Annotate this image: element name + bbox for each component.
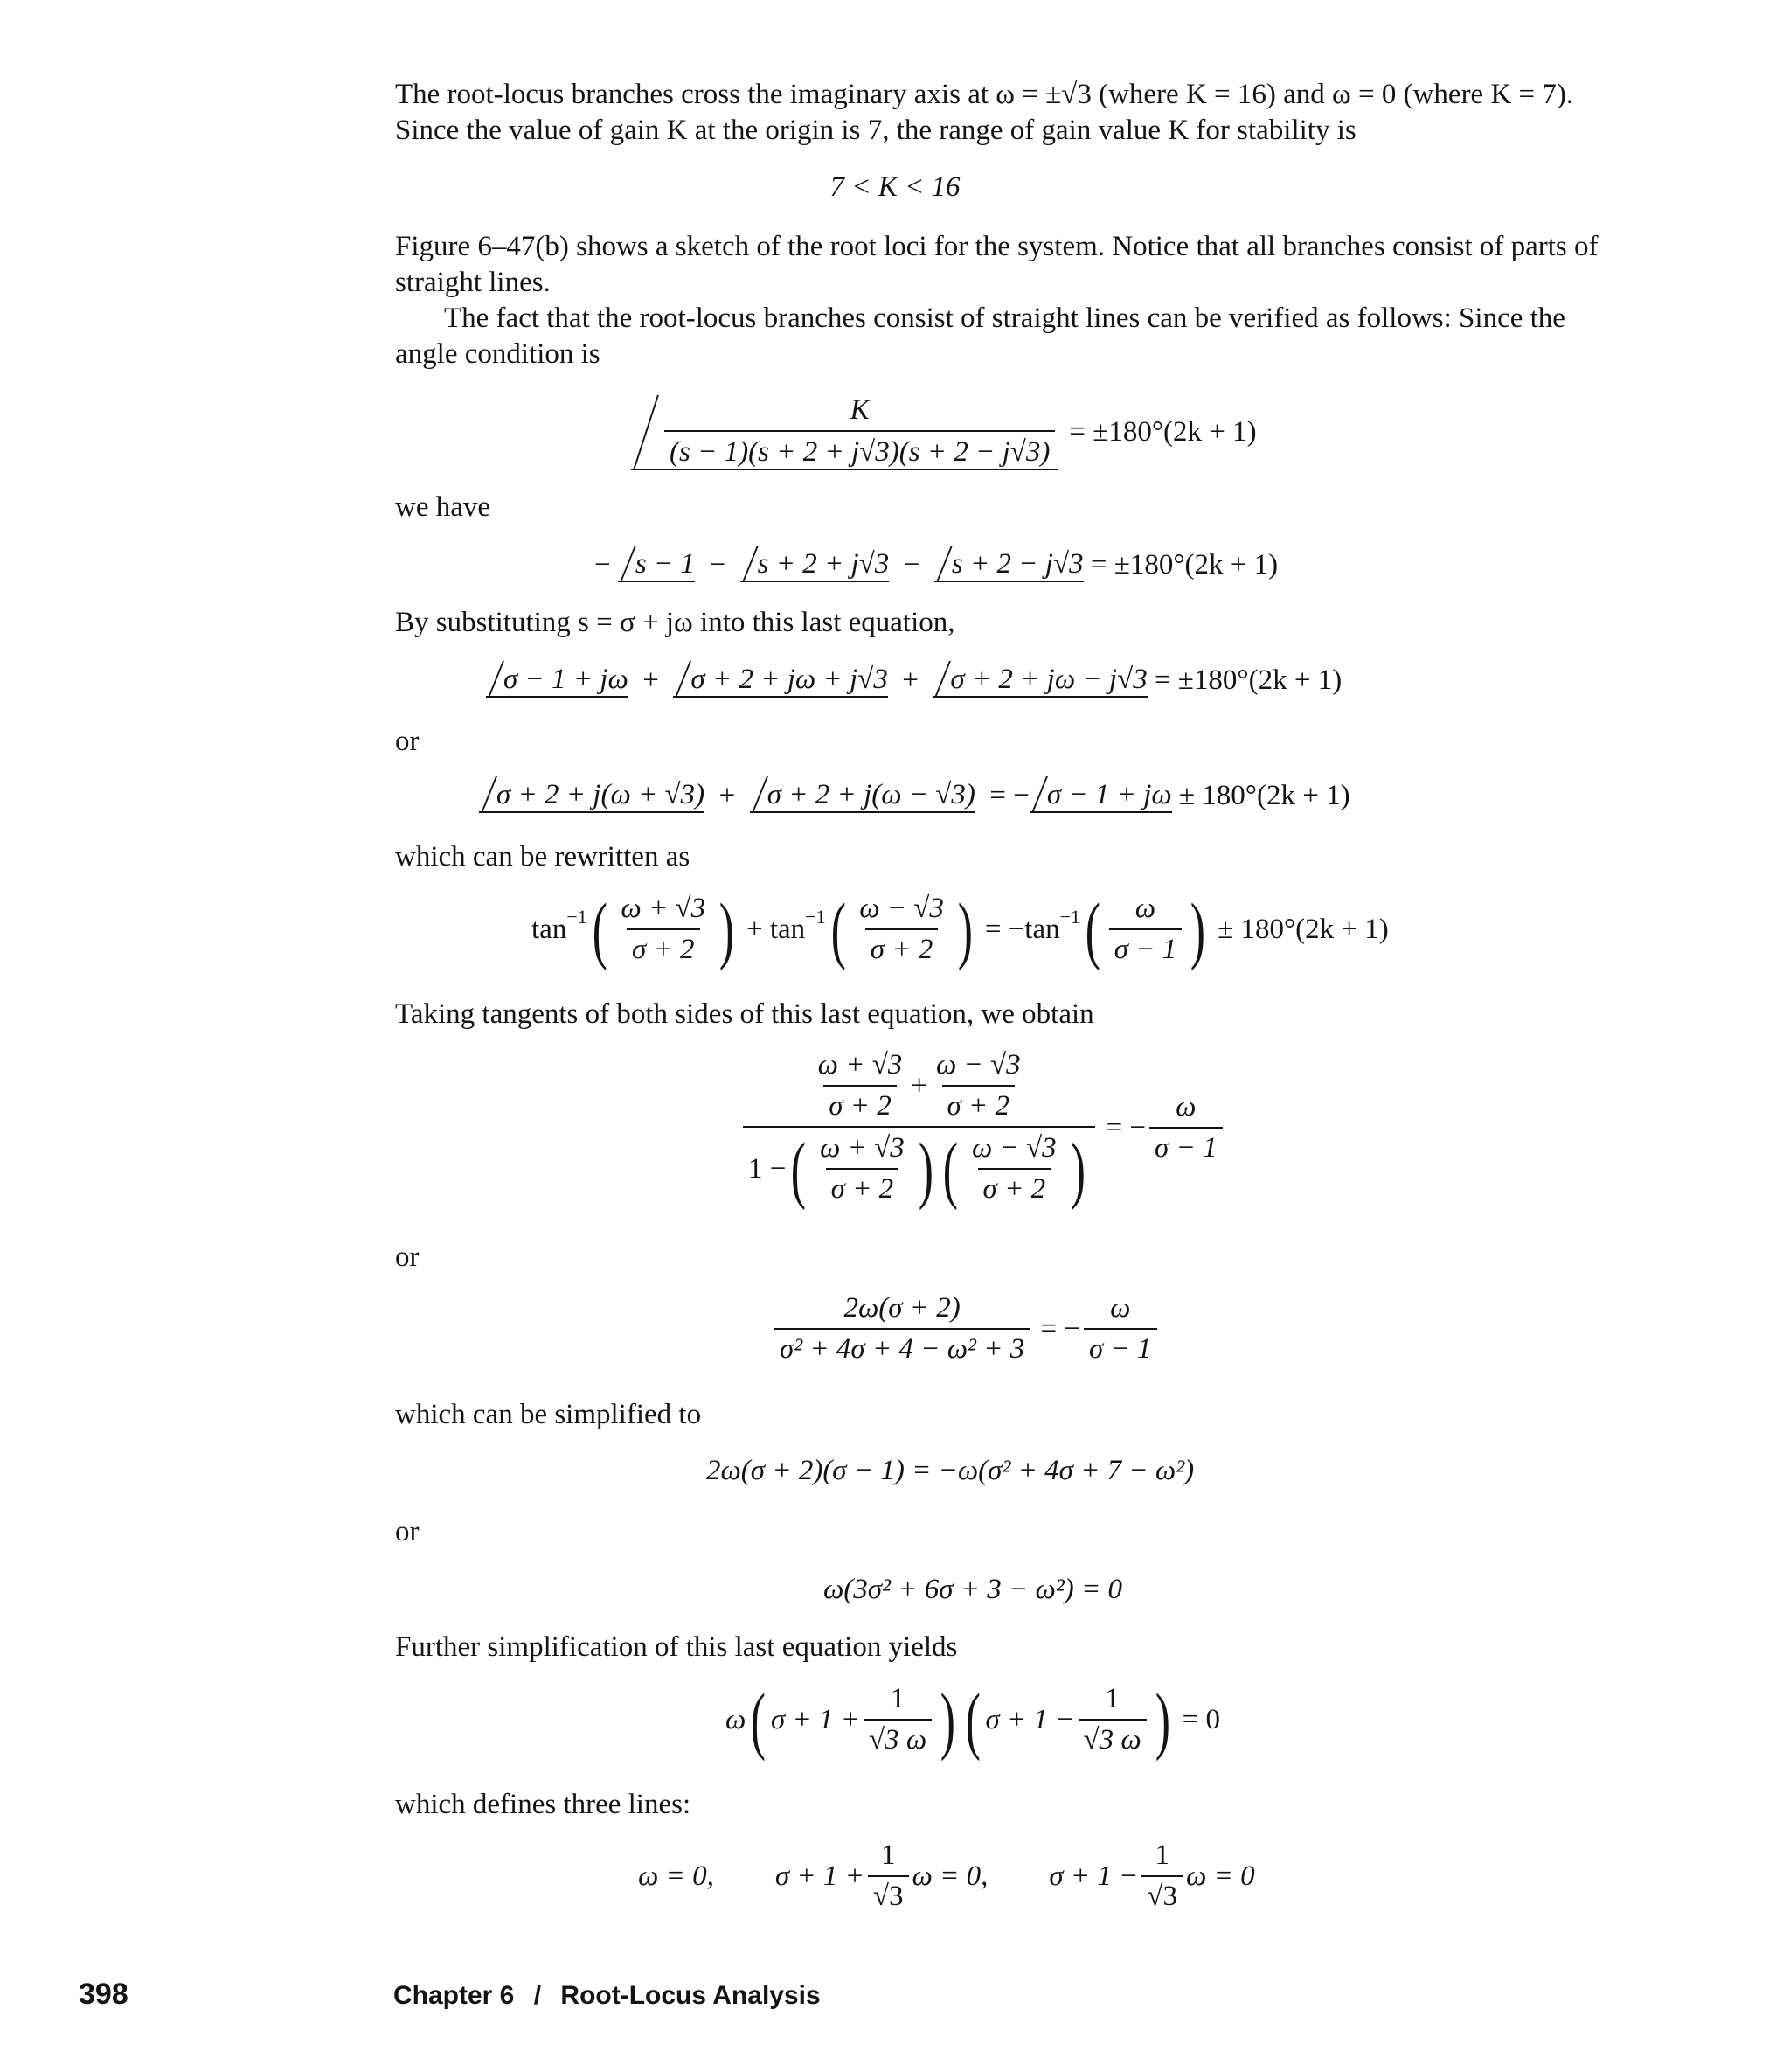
- text-by-substituting: By substituting s = σ + jω into this last equation,: [395, 607, 955, 638]
- footer-chapter: Chapter 6: [393, 1981, 515, 2010]
- text-or-2: or: [395, 1241, 420, 1273]
- angle-symbol: $\frac{K}{(s - 1)(s + 2 + j√3)(s + 2 - j√3)}$: [631, 393, 1058, 470]
- text-taking-tangents: Taking tangents of both sides of this last equation, we obtain: [395, 998, 1094, 1030]
- footer-separator: /: [533, 1981, 542, 2010]
- text-or-3: or: [395, 1516, 420, 1547]
- running-footer: [393, 1981, 833, 2011]
- text-further: Further simplification of this last equation yields: [395, 1631, 958, 1663]
- paragraph-crossing: The root-locus branches cross the imaginary axis at ω = ±√3 (where K = 16) and ω = 0 (where K = 7). Since the value of gain K at the origin is 7, the range of gain value K for stability is: [395, 79, 1574, 146]
- paragraph-straight-lines: The fact that the root-locus branches consist of straight lines can be verified as follows: Since the angle condition is: [395, 302, 1565, 370]
- text-or-1: or: [395, 726, 420, 757]
- text-rewritten: which can be rewritten as: [395, 841, 690, 873]
- text-we-have: we have: [395, 491, 491, 523]
- text-three-lines: which defines three lines:: [395, 1789, 691, 1820]
- text-simplified: which can be simplified to: [395, 1399, 702, 1430]
- page-number: 398: [79, 1978, 128, 2011]
- textbook-page: The root-locus branches cross the imaginary axis at ω = ±√3 (where K = 16) and ω = 0 (where K = 7). Since the value of gain K at the origin is 7, the range of gain value K for stability is 7 < K < 16 Figure 6–47(b) shows a sketch of the root loci for the system. Notice that all branches consist of parts of straight lines. The fact that the root-locus branches consist of straight lines can be verified as follows: Since the angle condition is $\frac{K}{(s - 1)(s + 2 + j√3)(s + 2 - j√3)}$ = ±180°(2k + 1) we have − s − 1 − s + 2 + j√3 − s + 2 − j√3 = ±180°(2k + 1) By substituting s = σ + jω into this last equation, σ − 1 + jω + σ + 2 + jω + j√3 + σ + 2 + jω − j√3 = ±180°(2k + 1) or σ + 2 + j(ω + √3) + σ + 2 + j(ω − √3) = − σ − 1 + jω ± 180°(2k + 1) which can be rewritten as tan −1 ( $\frac{\omega + √3}{\sigma + 2}$ ) + tan −1 ( $\frac{\omega - √3}{\sigma + 2}$ ) = − tan −1 ( $\frac{\omega}{\sigma - 1}$ ) ± 180°(2k + 1) Taking tangents of both sides of this last equation, we obtain $\frac{\omega + √3}{\sigma + 2}$ + $\frac{\omega - √3}{\sigma + 2}$ 1 − ( $\frac{\omega + √3}{\sigma + 2}$ ) ( $\frac{\omega - √3}{\sigma + 2}$ ) = − $\frac{\omega}{\sigma - 1}$ or $\frac{2\omega(\sigma + 2)}{\text{σ² + 4σ + 4 − ω² + 3}}$ = − $\frac{\omega}{\sigma - 1}$ which can be simplified to 2ω(σ + 2)(σ − 1) = −ω(σ² + 4σ + 7 − ω²) or ω(3σ² + 6σ + 3 − ω²) = 0 Further simplification of this last equation yields ω ( σ + 1 + $\frac{1}{√3 \omega}$ ) ( σ + 1 − $\frac{1}{√3 \omega}$ ) = 0 which defines three lines: ω = 0, σ + 1 + $\frac{1}{√3}$ ω = 0, σ + 1 − $\frac{1}{√3}$ ω = 0 398 Chapter 6 / Root-Locus Analysis: [0, 0, 1790, 2072]
- equation-stability-range: 7 < K < 16: [829, 171, 961, 203]
- footer-title: Root-Locus Analysis: [560, 1981, 821, 2010]
- paragraph-figure-ref: Figure 6–47(b) shows a sketch of the root loci for the system. Notice that all branches consist of parts of straight lines.: [395, 231, 1599, 298]
